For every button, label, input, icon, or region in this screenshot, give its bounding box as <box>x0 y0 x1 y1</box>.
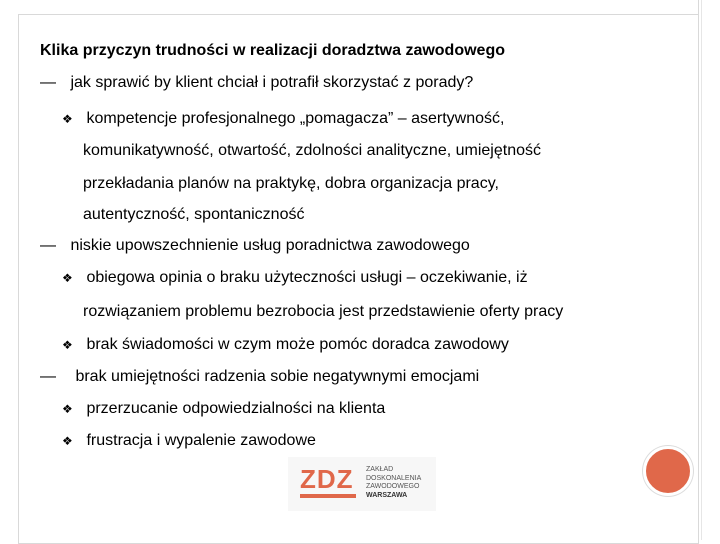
item-text: jak sprawić by klient chciał i potrafił skorzystać z porady? <box>70 74 474 91</box>
item-text: brak świadomości w czym może pomóc doradca zawodowy <box>86 336 509 353</box>
bullet-item <box>62 268 528 288</box>
dash-item <box>40 367 479 387</box>
diamond-bullet-icon: ❖ <box>62 338 73 352</box>
divider-line <box>701 0 702 540</box>
logo-text <box>366 466 421 500</box>
diamond-bullet-icon: ❖ <box>62 434 73 448</box>
item-text: obiegowa opinia o braku użyteczności usługi – oczekiwanie, iż <box>86 269 528 286</box>
dash-item <box>40 73 473 93</box>
slide-title: Klika przyczyn trudności w realizacji doradztwa zawodowego <box>40 42 505 59</box>
item-continuation: przekładania planów na praktykę, dobra organizacja pracy, <box>83 175 499 192</box>
logo-line: WARSZAWA <box>366 491 408 499</box>
item-continuation: komunikatywność, otwartość, zdolności analityczne, umiejętność <box>83 142 541 159</box>
bullet-item <box>62 431 316 451</box>
item-text: brak umiejętności radzenia sobie negatywnymi emocjami <box>75 368 480 385</box>
bullet-item <box>62 399 385 419</box>
bullet-item <box>62 335 509 355</box>
item-text: przerzucanie odpowiedzialności na klienta <box>86 400 386 417</box>
item-text: frustracja i wypalenie zawodowe <box>86 432 316 449</box>
logo-line: ZAKŁAD <box>366 466 394 473</box>
item-continuation: autentyczność, spontaniczność <box>83 206 305 223</box>
dash-bullet: — <box>40 237 56 254</box>
dash-bullet: — <box>40 74 56 91</box>
dash-bullet: — <box>40 368 56 385</box>
item-continuation: rozwiązaniem problemu bezrobocia jest przedstawienie oferty pracy <box>83 303 564 320</box>
decorative-circle <box>643 446 693 496</box>
logo-mark: ZDZ <box>300 464 354 494</box>
logo-underline <box>300 494 356 498</box>
diamond-bullet-icon: ❖ <box>62 271 73 285</box>
divider-line <box>698 0 699 540</box>
diamond-bullet-icon: ❖ <box>62 112 73 126</box>
diamond-bullet-icon: ❖ <box>62 402 73 416</box>
logo-line: DOSKONALENIA <box>366 474 422 482</box>
item-text: niskie upowszechnienie usług poradnictwa zawodowego <box>70 237 470 254</box>
bullet-item <box>62 109 504 129</box>
logo-line: ZAWODOWEGO <box>366 483 420 490</box>
item-text: kompetencje profesjonalnego „pomagacza” – asertywność, <box>86 110 505 127</box>
dash-item <box>40 236 470 256</box>
zdz-logo <box>288 457 436 511</box>
